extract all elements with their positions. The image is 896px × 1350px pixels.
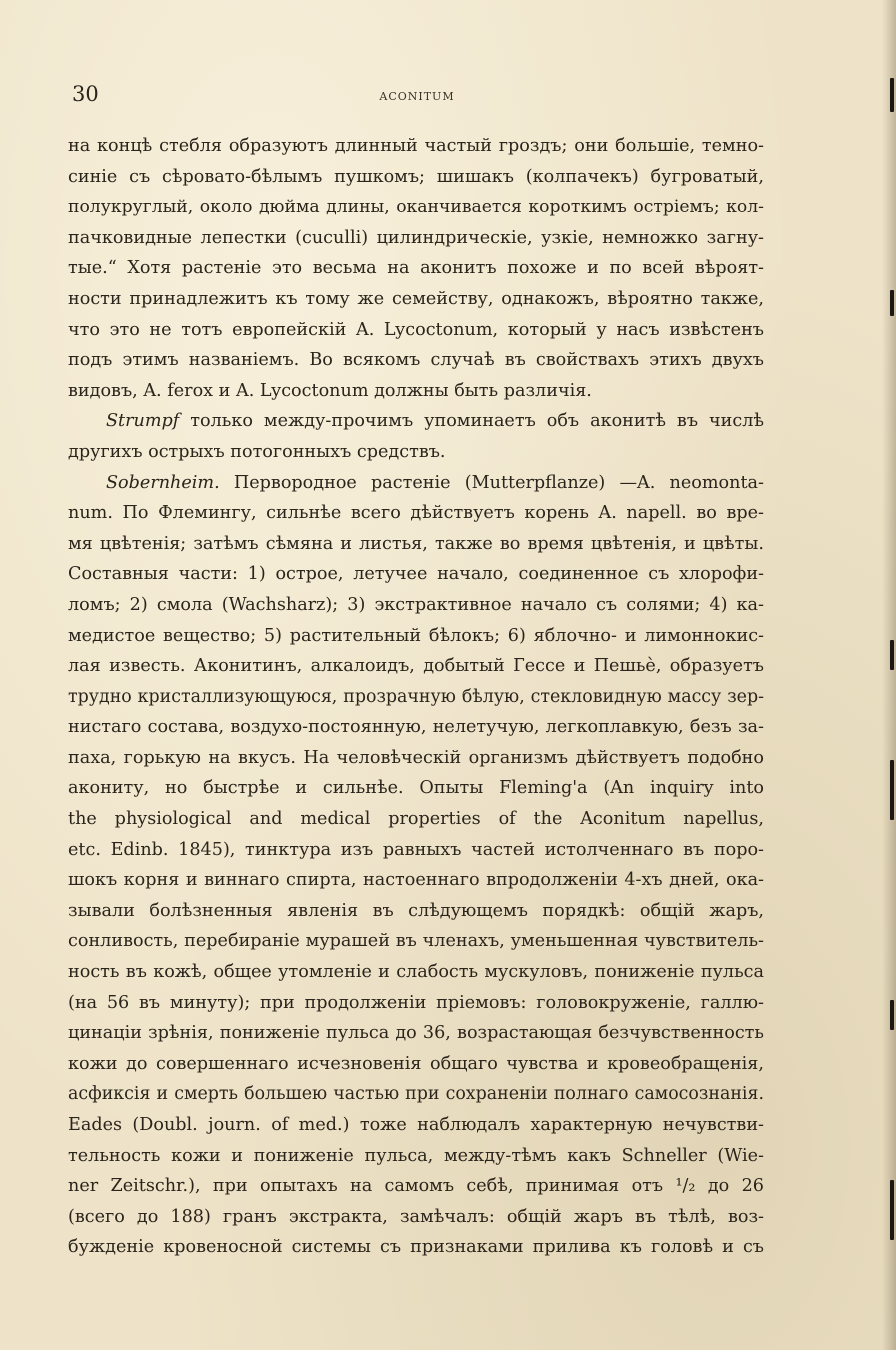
text-span: только между-прочимъ упоминаетъ объ аконитѣ въ числѣ bbox=[179, 411, 764, 432]
text-line: подъ этимъ названіемъ. Во всякомъ случаѣ въ свойствахъ этихъ двухъ bbox=[68, 350, 764, 371]
text-line: тельность кожи и пониженіе пульса, между-тѣмъ какъ Schneller (Wie- bbox=[68, 1145, 764, 1166]
text-line: акониту, но быстрѣе и сильнѣе. Опыты Fleming'a (An inquiry into bbox=[68, 778, 764, 799]
paragraph-first-line bbox=[68, 468, 764, 499]
text-line: нистаго состава, воздухо-постоянную, нелетучую, легкоплавкую, безъ за- bbox=[68, 717, 764, 738]
text-line: медистое вещество; 5) растительный бѣлокъ; 6) яблочно- и лимоннокис- bbox=[68, 625, 764, 646]
text-line: (всего до 188) гранъ экстракта, замѣчалъ: общій жаръ въ тѣлѣ, воз- bbox=[68, 1206, 764, 1227]
text-line: бужденіе кровеносной системы съ признаками прилива къ головѣ и съ bbox=[68, 1237, 764, 1258]
edge-ink-mark bbox=[890, 640, 894, 670]
text-line: кожи до совершеннаго исчезновенія общаго чувства и кровеобращенія, bbox=[68, 1053, 764, 1074]
text-line: (на 56 въ минуту); при продолженіи пріемовъ: головокруженіе, галлю- bbox=[68, 992, 764, 1013]
text-line: асфиксія и смерть большею частью при сохраненіи полнаго самосознанія. bbox=[68, 1084, 764, 1105]
edge-ink-mark bbox=[890, 1000, 894, 1030]
author-name: Sobernheim. bbox=[106, 472, 220, 493]
text-span: Первородное растеніе (Mutterpflanze) —A. neomonta- bbox=[219, 472, 764, 493]
text-line: синіе съ сѣровато-бѣлымъ пушкомъ; шишакъ (колпачекъ) бугроватый, bbox=[68, 166, 764, 187]
text-line: ломъ; 2) смола (Wachsharz); 3) экстрактивное начало съ солями; 4) ка- bbox=[68, 594, 764, 615]
text-line: трудно кристаллизующуюся, прозрачную бѣлую, стекловидную массу зер- bbox=[68, 686, 764, 707]
text-line: мя цвѣтенія; затѣмъ сѣмяна и листья, также во время цвѣтенія, и цвѣты. bbox=[68, 533, 764, 554]
text-line: ность въ кожѣ, общее утомленіе и слабость мускуловъ, пониженіе пульса bbox=[68, 962, 764, 983]
text-line: паха, горькую на вкусъ. На человѣческій организмъ дѣйствуетъ подобно bbox=[68, 747, 764, 768]
text-line: другихъ острыхъ потогонныхъ средствъ. bbox=[68, 441, 446, 462]
text-line: ности принадлежитъ къ тому же семейству, однакожъ, вѣроятно также, bbox=[68, 288, 764, 309]
paragraph-first-line bbox=[68, 406, 764, 437]
edge-ink-mark bbox=[890, 1180, 894, 1240]
running-head: ACONITUM bbox=[379, 90, 455, 103]
text-line: тые.“ Хотя растеніе это весьма на аконитъ похоже и по всей вѣроят- bbox=[68, 258, 764, 279]
text-line: num. По Флемингу, сильнѣе всего дѣйствуетъ корень A. napell. во вре- bbox=[68, 503, 764, 524]
text-line: видовъ, A. ferox и A. Lycoctonum должны быть различія. bbox=[68, 380, 592, 401]
page-edge-shadow bbox=[882, 0, 896, 1350]
author-name: Strumpf bbox=[106, 411, 180, 432]
text-line: на концѣ стебля образуютъ длинный частый гроздъ; они большіе, темно- bbox=[68, 136, 764, 156]
edge-ink-mark bbox=[890, 78, 894, 112]
text-line: пачковидные лепестки (cuculli) цилиндрическіе, узкіе, немножко загну- bbox=[68, 227, 764, 248]
page-header bbox=[72, 82, 762, 112]
text-line: что это не тотъ европейскій A. Lycoctonum, который у насъ извѣстенъ bbox=[68, 319, 764, 340]
text-line: полукруглый, около дюйма длины, оканчивается короткимъ остріемъ; кол- bbox=[68, 197, 764, 218]
text-line: etc. Edinb. 1845), тинктура изъ равныхъ частей истолченнаго въ поро- bbox=[68, 839, 764, 860]
text-line: лая известь. Аконитинъ, алкалоидъ, добытый Гессе и Пешьѐ, образуетъ bbox=[68, 656, 764, 677]
text-line: шокъ корня и виннаго спирта, настоеннаго впродолженіи 4-хъ дней, ока- bbox=[68, 870, 764, 891]
page-number: 30 bbox=[72, 82, 99, 106]
text-line: зывали болѣзненныя явленія въ слѣдующемъ порядкѣ: общій жаръ, bbox=[68, 900, 764, 921]
edge-ink-mark bbox=[890, 290, 894, 316]
text-line: ner Zeitschr.), при опытахъ на самомъ себѣ, принимая отъ ¹/₂ до 26 bbox=[68, 1176, 764, 1197]
text-line: the physiological and medical properties of the Aconitum napellus, bbox=[68, 809, 764, 830]
edge-ink-mark bbox=[890, 760, 894, 820]
body-text bbox=[68, 131, 764, 1263]
text-line: сонливость, перебираніе мурашей въ членахъ, уменьшенная чувствитель- bbox=[68, 931, 764, 952]
text-line: цинаціи зрѣнія, пониженіе пульса до 36, возрастающая безчувственность bbox=[68, 1023, 764, 1044]
text-line: Составныя части: 1) острое, летучее начало, соединенное съ хлорофи- bbox=[68, 564, 764, 585]
text-line: Eades (Doubl. journ. of med.) тоже наблюдалъ характерную нечувстви- bbox=[68, 1115, 764, 1135]
